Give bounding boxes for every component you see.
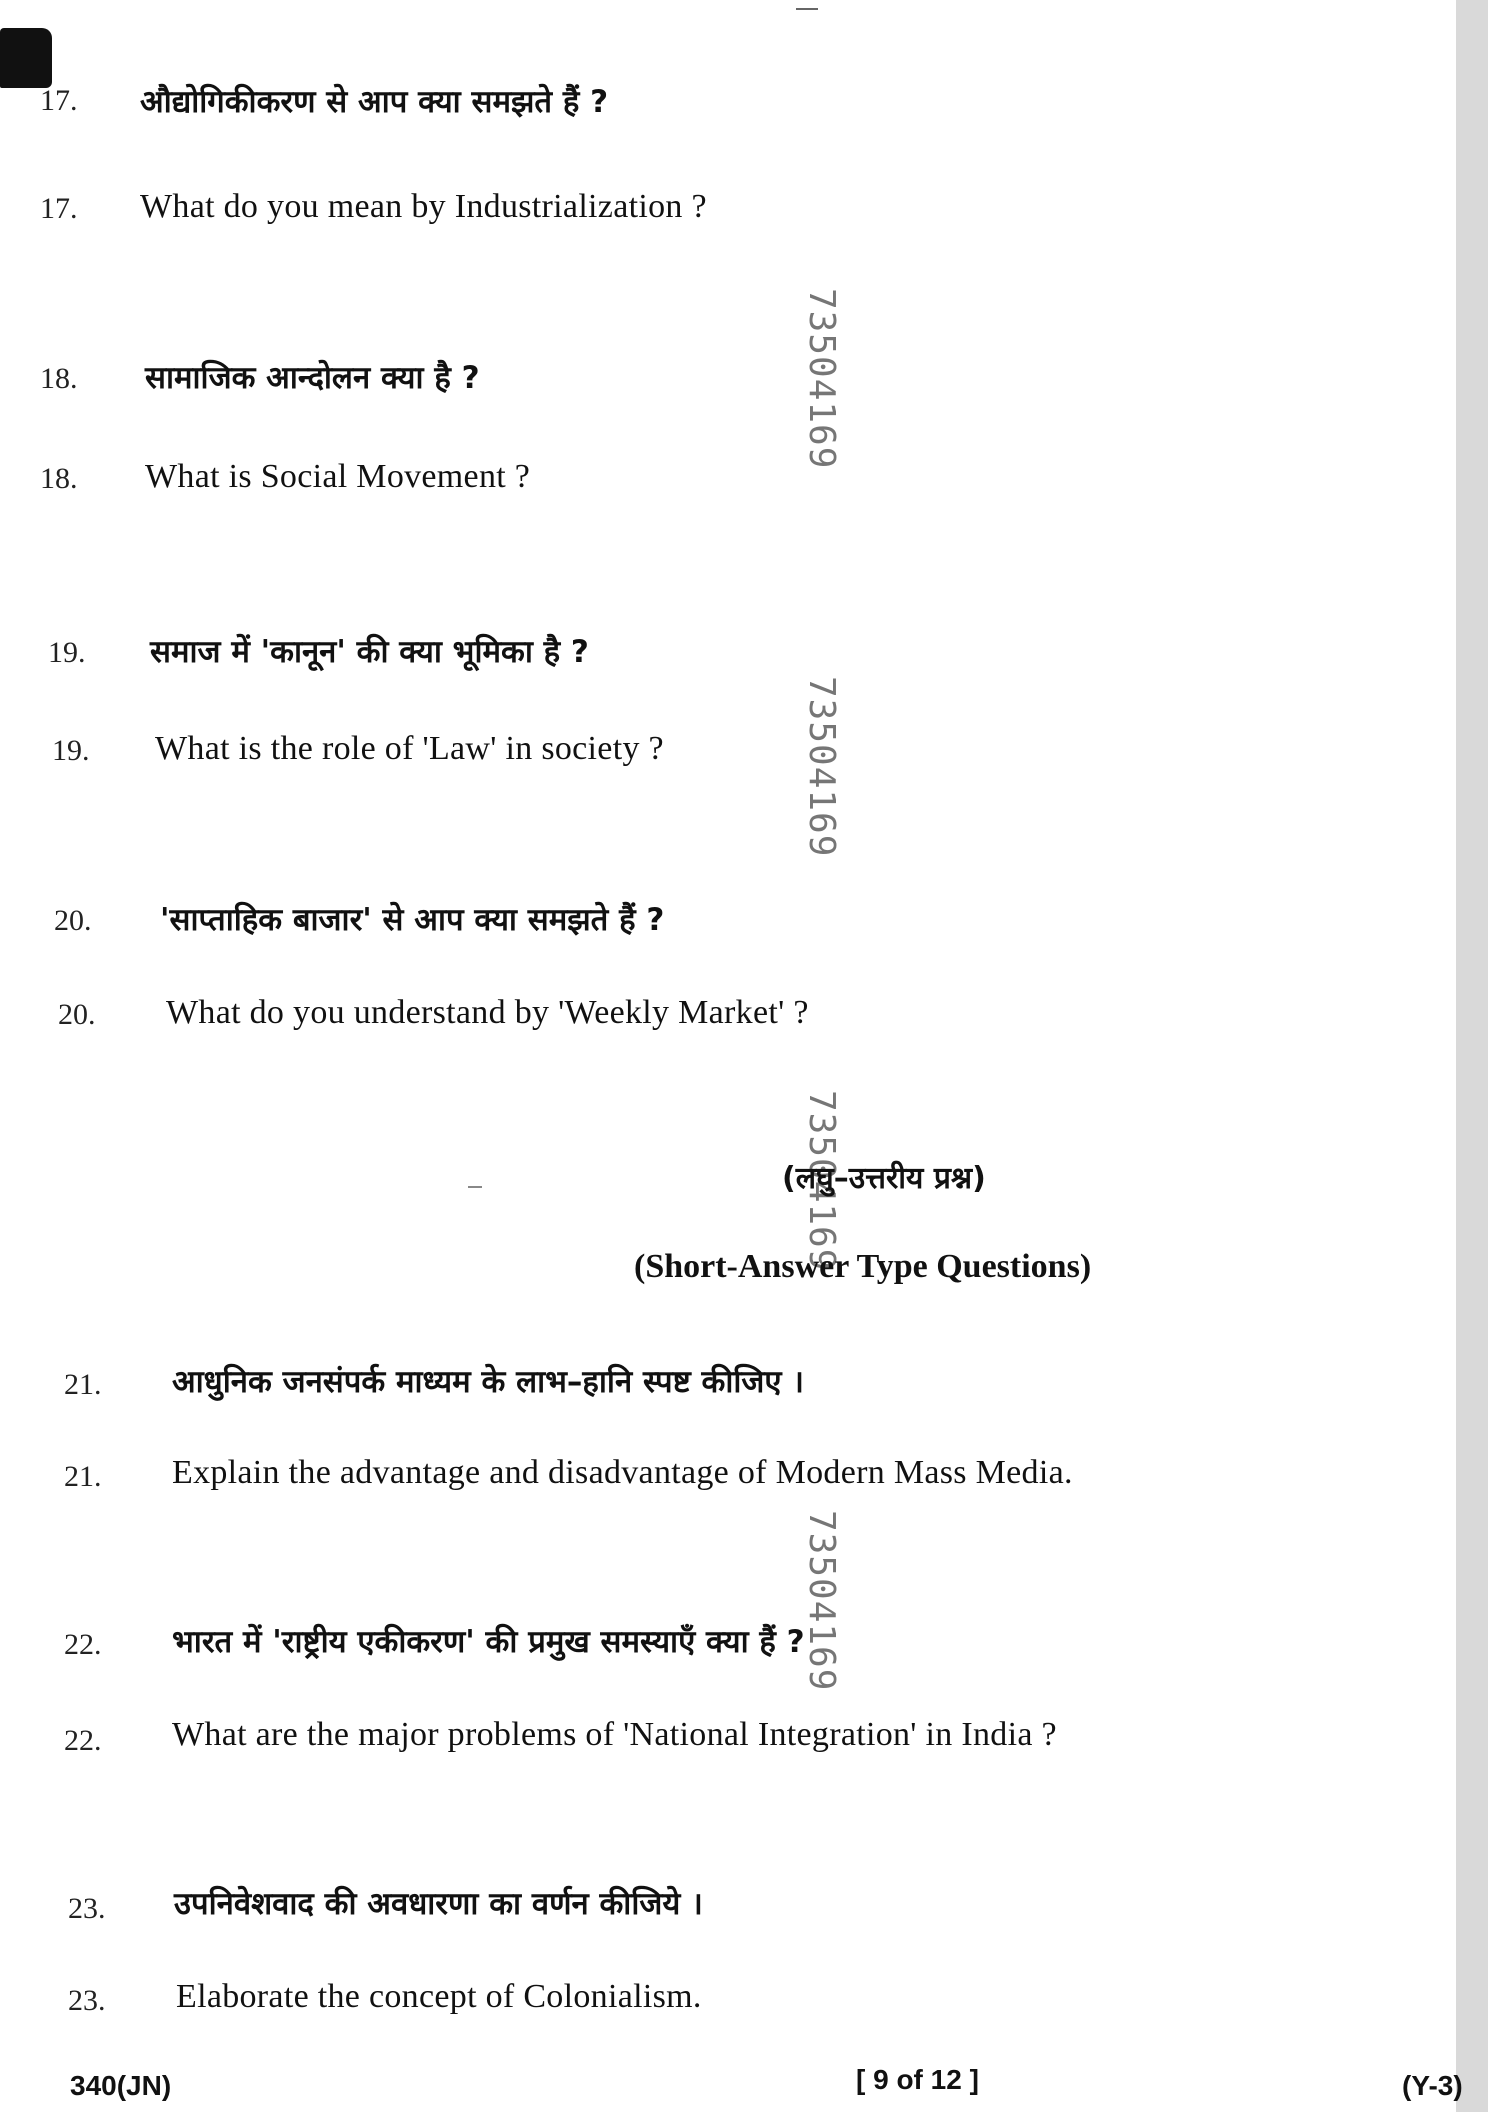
section-heading-english: (Short-Answer Type Questions) (634, 1248, 1092, 1285)
question-text-english: Elaborate the concept of Colonialism. (176, 1978, 702, 2015)
footer-page-number: [ 9 of 12 ] (856, 2064, 979, 2095)
question-number: 17. (40, 84, 78, 117)
question-text-english: What is Social Movement ? (145, 458, 531, 495)
question-number: 20. (58, 998, 96, 1031)
question-text-hindi: समाज में 'कानून' की क्या भूमिका है ? (150, 634, 589, 670)
scan-edge-shade (1456, 0, 1488, 2112)
watermark-roll-number: 73504169 (801, 676, 842, 858)
question-text-english: What are the major problems of 'National Integration' in India ? (172, 1716, 1057, 1753)
watermark-roll-number: 73504169 (801, 288, 842, 470)
question-number: 22. (64, 1628, 102, 1661)
question-text-hindi: औद्योगिकीकरण से आप क्या समझते हैं ? (140, 84, 609, 120)
question-number: 23. (68, 1892, 106, 1925)
question-text-english: What is the role of 'Law' in society ? (155, 730, 664, 767)
question-text-hindi: भारत में 'राष्ट्रीय एकीकरण' की प्रमुख समस्याएँ क्या हैं ? (172, 1624, 805, 1660)
question-number: 23. (68, 1984, 106, 2017)
question-text-hindi: आधुनिक जनसंपर्क माध्यम के लाभ–हानि स्पष्ट कीजिए । (172, 1364, 805, 1400)
question-number: 17. (40, 192, 78, 225)
watermark-roll-number: 73504169 (801, 1090, 842, 1272)
question-number: 20. (54, 904, 92, 937)
question-text-hindi: उपनिवेशवाद की अवधारणा का वर्णन कीजिये । (174, 1886, 703, 1922)
question-number: 19. (48, 636, 86, 669)
question-number: 21. (64, 1368, 102, 1401)
question-text-english: Explain the advantage and disadvantage of Modern Mass Media. (172, 1454, 1073, 1491)
question-number: 19. (52, 734, 90, 767)
watermark-roll-number: 73504169 (801, 1510, 842, 1692)
top-dash-mark (796, 8, 818, 10)
question-number: 21. (64, 1460, 102, 1493)
footer-paper-code: 340(JN) (70, 2070, 172, 2101)
question-number: 18. (40, 362, 78, 395)
corner-registration-mark (0, 28, 52, 88)
footer-set-code: (Y-3) (1402, 2070, 1463, 2101)
section-heading-hindi: (लघु–उत्तरीय प्रश्न) (782, 1161, 986, 1196)
question-text-english: What do you understand by 'Weekly Market' ? (166, 994, 809, 1031)
question-number: 22. (64, 1724, 102, 1757)
question-text-hindi: सामाजिक आन्दोलन क्या है ? (145, 360, 480, 396)
scan-speck (468, 1186, 482, 1188)
question-number: 18. (40, 462, 78, 495)
question-text-english: What do you mean by Industrialization ? (140, 188, 707, 225)
question-text-hindi: 'साप्ताहिक बाजार' से आप क्या समझते हैं ? (160, 902, 665, 938)
